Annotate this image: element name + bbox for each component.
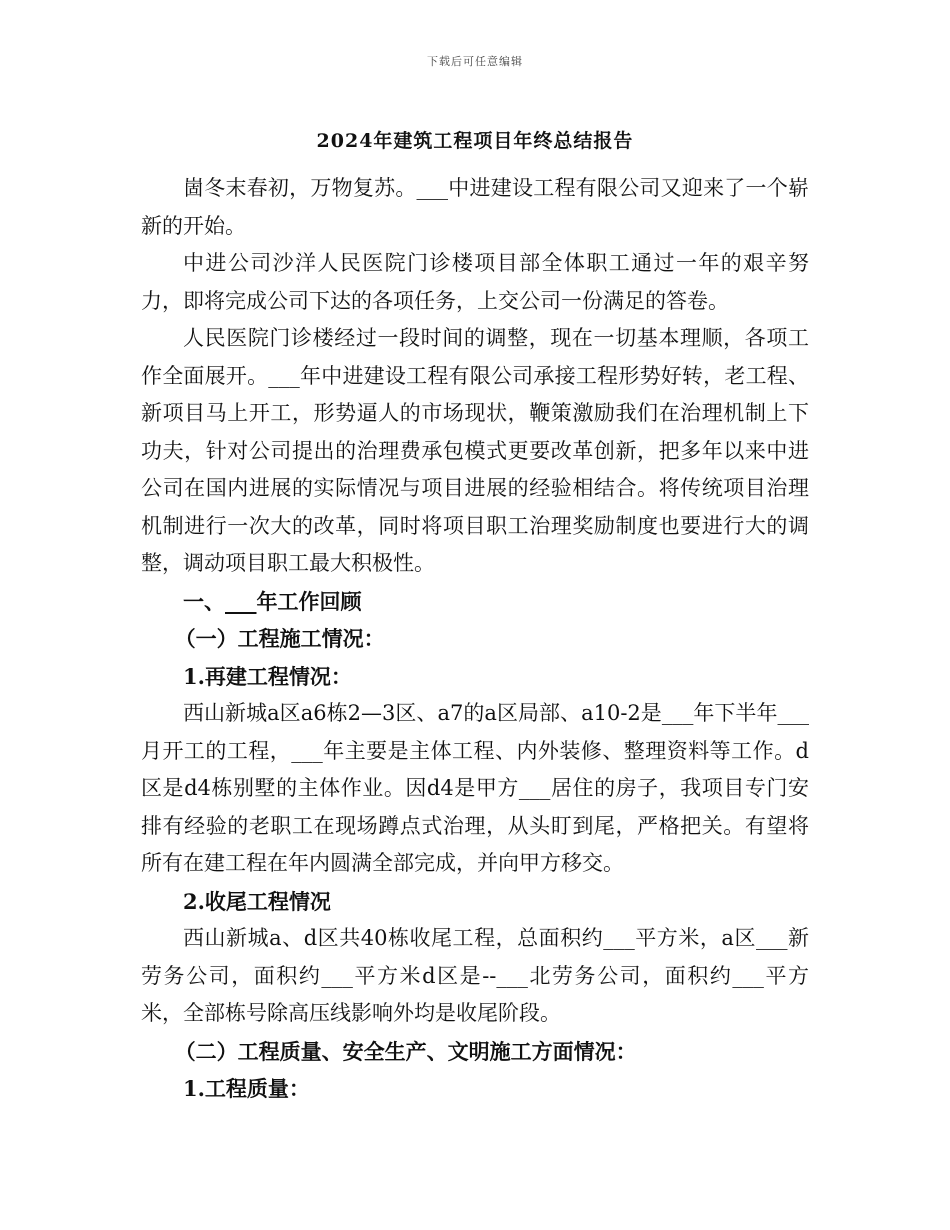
paragraph-ongoing-projects: 西山新城a区a6栋2—3区、a7的a区局部、a10-2是___年下半年___月开工的工程，___年主要是主体工程、内外装修、整理资料等工作。d区是d4栋别墅的主体作业。因d4是甲方___居住的房子，我项目专门安排有经验的老职工在现场蹲点式治理，从头盯到尾，严格把关。有望将所有在建工程在年内圆满全部完成，并向甲方移交。 — [141, 701, 809, 875]
item-heading-quality: 1.工程质量： — [183, 1076, 310, 1101]
section-heading-review: 一、___年工作回顾 — [183, 588, 362, 614]
subsection-heading-construction: （一）工程施工情况： — [174, 626, 385, 651]
page-header-note: 下载后可任意编辑 — [427, 55, 523, 68]
paragraph-closing-projects: 西山新城a、d区共40栋收尾工程，总面积约___平方米，a区___新劳务公司，面积约___平方米d区是--___北劳务公司，面积约___平方米，全部栋号除高压线影响外均是收尾阶段。 — [141, 926, 809, 1025]
item-heading-closing-projects: 2.收尾工程情况 — [183, 888, 331, 914]
document-title: 2024年建筑工程项目年终总结报告 — [316, 130, 634, 152]
paragraph-project-team: 中进公司沙洋人民医院门诊楼项目部全体职工通过一年的艰辛努力，即将完成公司下达的各项任务，上交公司一份满足的答卷。 — [141, 251, 809, 313]
item-heading-ongoing-projects: 1.再建工程情况： — [183, 663, 352, 689]
paragraph-intro: 崮冬末春初，万物复苏。___中进建设工程有限公司又迎来了一个崭新的开始。 — [141, 176, 809, 238]
document-body — [141, 170, 809, 1108]
subsection-heading-quality-safety: （二）工程质量、安全生产、文明施工方面情况： — [174, 1038, 637, 1064]
paragraph-reform: 人民医院门诊楼经过一段时间的调整，现在一切基本理顺，各项工作全面展开。___年中进建设工程有限公司承接工程形势好转，老工程、新项目马上开工，形势逼人的市场现状，鞭策激励我们在治理机制上下功夫，针对公司提出的治理费承包模式更要改革创新，把多年以来中进公司在国内进展的实际情况与项目进展的经验相结合。将传统项目治理机制进行一次大的改革，同时将项目职工治理奖励制度也要进行大的调整，调动项目职工最大积极性。 — [141, 326, 809, 575]
